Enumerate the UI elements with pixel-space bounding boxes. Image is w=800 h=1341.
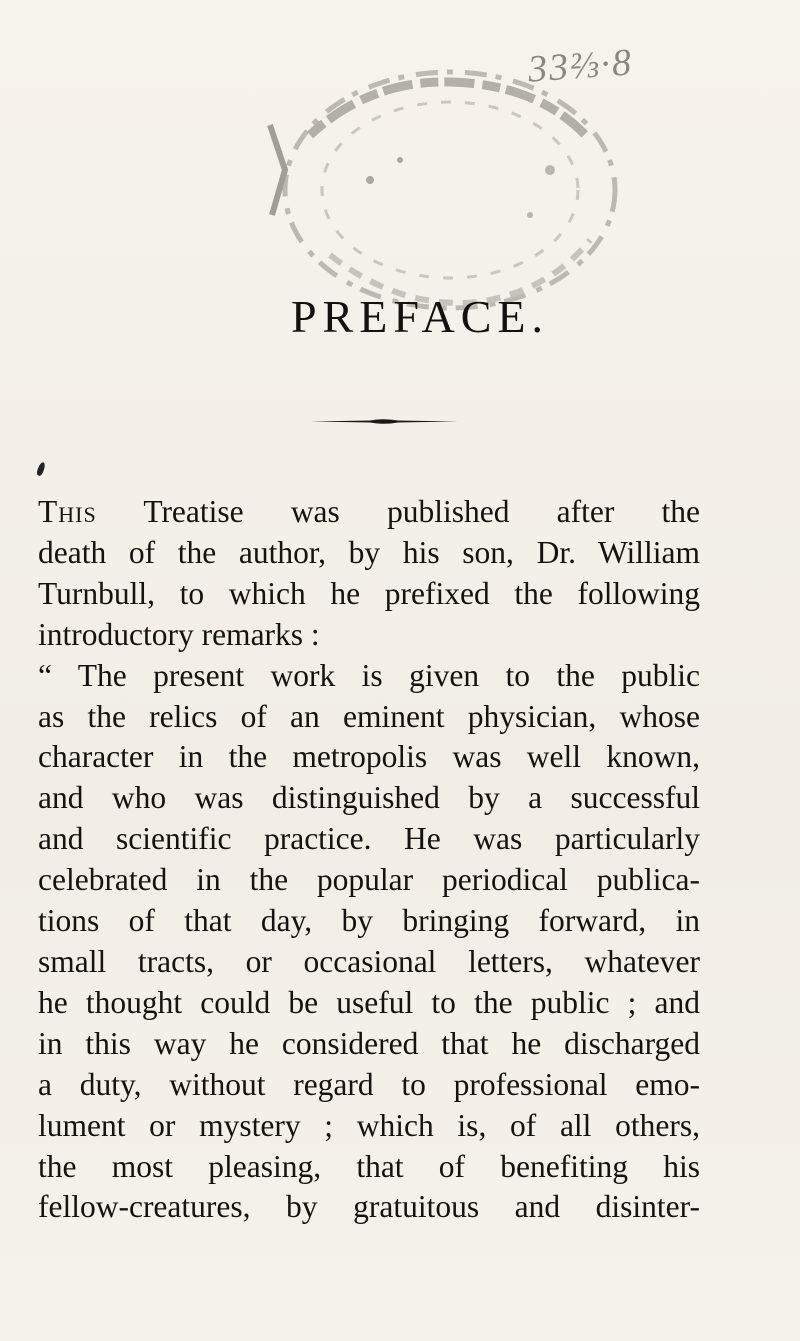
page-title: PREFACE. <box>290 291 550 342</box>
ink-speck-icon <box>36 461 46 476</box>
text-line: fellow-creatures, by gratuitous and disinter- <box>38 1189 700 1225</box>
text-line: as the relics of an eminent physician, whose <box>38 698 700 734</box>
text-line: and who was distinguished by a successful <box>38 780 700 816</box>
text-line: Turnbull, to which he prefixed the following <box>38 575 700 611</box>
text-line: small tracts, or occasional letters, whatever <box>38 943 700 979</box>
text-line: lument or mystery ; which is, of all others, <box>38 1107 700 1143</box>
text-line: death of the author, by his son, Dr. William <box>38 534 700 570</box>
text-line: introductory remarks : <box>38 616 320 652</box>
text-line: a duty, without regard to professional emo- <box>38 1066 700 1102</box>
text-line: and scientific practice. He was particularly <box>38 821 700 857</box>
preface-text <box>38 492 700 1228</box>
ornamental-rule-icon <box>310 418 458 425</box>
shelfmark-annotation: 33⅔·8 <box>526 41 635 91</box>
text-line: in this way he considered that he discharged <box>38 1025 700 1061</box>
paragraph-one <box>38 492 700 656</box>
text-line: character in the metropolis was well known, <box>38 739 700 775</box>
text-line: tions of that day, by bringing forward, in <box>38 903 700 939</box>
text-line: he thought could be useful to the public ; and <box>38 984 700 1020</box>
text-line: the most pleasing, that of benefiting his <box>38 1148 700 1184</box>
text-line: “ The present work is given to the public <box>38 657 700 693</box>
text-line: This Treatise was published after the <box>38 494 700 529</box>
lead-word: This <box>38 494 97 529</box>
text-line: celebrated in the popular periodical publica- <box>38 862 700 898</box>
paragraph-two <box>38 656 700 1229</box>
